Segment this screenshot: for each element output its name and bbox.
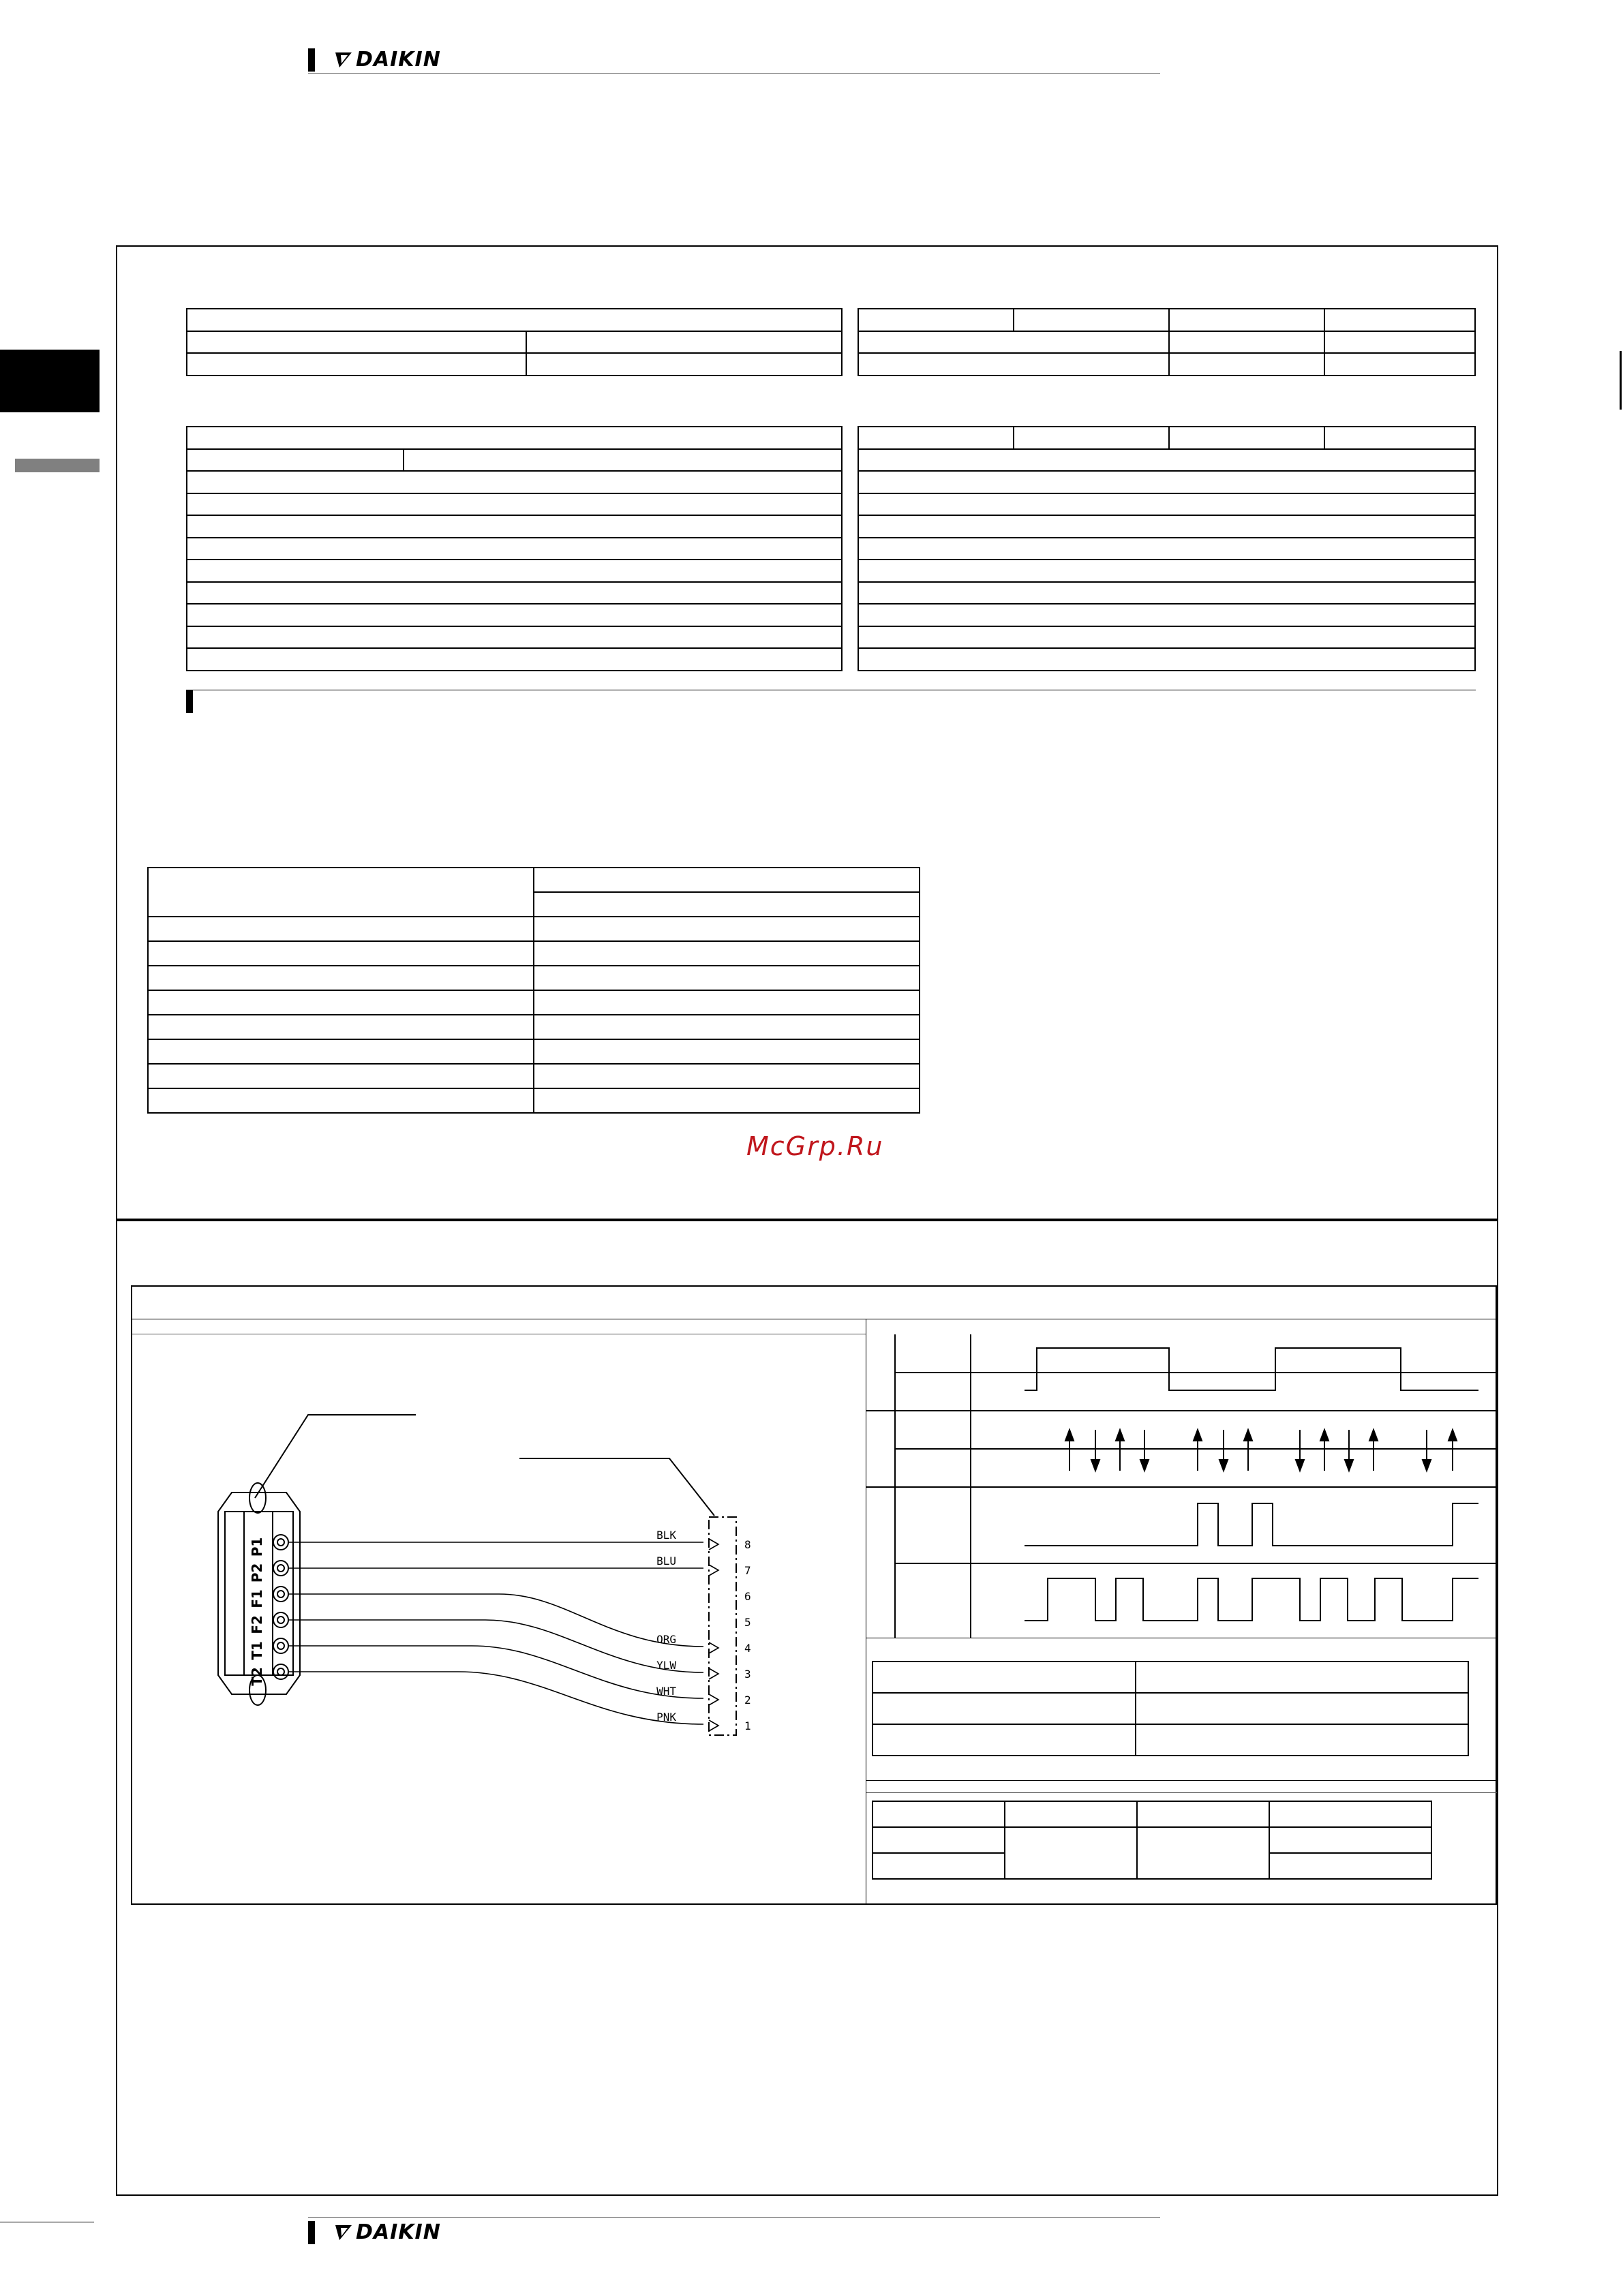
spec-table-3-cell — [187, 560, 842, 582]
spec-table-1 — [186, 308, 843, 376]
pin-number: 4 — [744, 1642, 751, 1655]
spec-table-3-cell — [187, 582, 842, 604]
spec-table-4-cell — [858, 582, 1475, 604]
spec-table-4-cell — [858, 471, 1475, 493]
spec-table-2-cell — [858, 309, 1014, 331]
spec-table-5-cell — [148, 868, 534, 917]
spec-table-1-cell — [526, 331, 842, 354]
pin-number: 7 — [744, 1564, 751, 1577]
spec-table-4-cell — [1324, 427, 1475, 449]
setting-table-cell — [1137, 1801, 1269, 1827]
spec-table-3 — [186, 426, 843, 671]
header-logo-bar — [308, 48, 315, 72]
terminal-label: T1 — [249, 1641, 265, 1660]
spec-table-4-cell — [858, 427, 1014, 449]
footer-brand-text: DAIKIN — [356, 2220, 441, 2244]
section-tab-gray — [15, 459, 100, 472]
spec-table-5-cell — [534, 990, 920, 1015]
daikin-triangle-icon — [333, 51, 353, 69]
spec-table-1-cell — [187, 331, 526, 354]
signal-table-cell — [873, 1662, 1136, 1693]
timing-arrows — [1065, 1430, 1457, 1471]
spec-table-4-cell — [858, 493, 1475, 516]
spec-table-5-cell — [148, 966, 534, 990]
spec-table-3-cell — [404, 449, 842, 472]
setting-table-cell — [1005, 1801, 1137, 1827]
spec-table-1-cell — [187, 353, 526, 376]
right-section-rule-2 — [866, 1792, 1497, 1793]
spec-table-5-cell — [148, 1064, 534, 1088]
footer-logo — [308, 2220, 441, 2244]
wire-color-label: WHT — [656, 1685, 676, 1698]
waveform-4 — [1025, 1578, 1478, 1621]
header-rule — [308, 73, 1160, 74]
wire-color-label: BLU — [656, 1555, 676, 1567]
spec-table-5-cell — [534, 1015, 920, 1039]
spec-table-5-cell — [534, 966, 920, 990]
footer-rule — [308, 2217, 1160, 2218]
pin-number: 5 — [744, 1616, 751, 1629]
spec-table-2-cell — [1324, 353, 1475, 376]
spec-table-4-cell — [858, 560, 1475, 582]
spec-table-2-cell — [1014, 309, 1169, 331]
spec-table-2-cell — [1169, 353, 1324, 376]
spec-table-2-cell — [1324, 331, 1475, 354]
timing-diagram — [866, 1334, 1497, 1638]
daikin-logo — [333, 48, 441, 72]
right-edge-mark — [1620, 351, 1622, 410]
setting-table-cell — [1005, 1827, 1137, 1879]
setting-table-cell — [1269, 1801, 1431, 1827]
spec-table-4-cell — [858, 604, 1475, 626]
spec-table-2-cell — [1169, 309, 1324, 331]
spec-table-5-cell — [148, 1088, 534, 1113]
terminal-screws — [273, 1535, 288, 1679]
pin-number: 3 — [744, 1668, 751, 1681]
spec-table-5-cell — [534, 1088, 920, 1113]
wires — [289, 1542, 703, 1724]
wire-color-label: PNK — [656, 1711, 676, 1724]
spec-table-5-cell — [148, 917, 534, 941]
spec-table-4-cell — [858, 626, 1475, 649]
spec-table-4-cell — [1014, 427, 1169, 449]
spec-table-5-cell — [534, 917, 920, 941]
spec-table-4-cell — [858, 538, 1475, 560]
signal-table — [872, 1661, 1469, 1756]
signal-table-cell — [1136, 1662, 1468, 1693]
setting-table-cell — [873, 1827, 1005, 1853]
spec-table-5-cell — [534, 1039, 920, 1064]
spec-table-1-cell — [187, 309, 842, 331]
daikin-logo — [333, 2220, 441, 2244]
spec-table-4-cell — [858, 648, 1475, 671]
spec-table-5-cell — [534, 868, 920, 892]
setting-table-cell — [873, 1801, 1005, 1827]
spec-table-4-cell — [858, 515, 1475, 538]
spec-table-3-cell — [187, 493, 842, 516]
spec-table-2-cell — [1324, 309, 1475, 331]
terminal-label: P1 — [249, 1537, 265, 1557]
spec-table-1-cell — [526, 353, 842, 376]
pin-number: 6 — [744, 1590, 751, 1603]
wire-color-label: ORG — [656, 1633, 676, 1646]
section-heading-marker — [186, 690, 193, 713]
spec-table-3-cell — [187, 648, 842, 671]
spec-table-3-cell — [187, 427, 842, 449]
right-section-rule — [866, 1780, 1497, 1781]
spec-table-2-cell — [1169, 331, 1324, 354]
spec-table-3-cell — [187, 515, 842, 538]
daikin-triangle-icon — [333, 2224, 353, 2241]
setting-table-cell — [1269, 1827, 1431, 1853]
header-brand-text: DAIKIN — [356, 48, 441, 72]
signal-table-cell — [1136, 1693, 1468, 1724]
spec-table-2-cell — [858, 353, 1169, 376]
spec-table-2-cell — [858, 331, 1169, 354]
watermark: McGrp.Ru — [746, 1131, 884, 1161]
spec-table-4-cell — [1169, 427, 1324, 449]
spec-table-4 — [858, 426, 1476, 671]
spec-table-5-cell — [534, 892, 920, 917]
wire-color-label: YLW — [656, 1659, 676, 1672]
spec-table-3-cell — [187, 449, 404, 472]
spec-table-5 — [147, 867, 920, 1114]
spec-table-5-cell — [534, 941, 920, 966]
spec-table-5-cell — [148, 941, 534, 966]
terminal-label: F1 — [249, 1589, 265, 1608]
wire-color-label: BLK — [656, 1529, 676, 1542]
footer-logo-bar — [308, 2221, 315, 2244]
spec-table-5-cell — [148, 1039, 534, 1064]
signal-table-cell — [1136, 1724, 1468, 1756]
spec-table-5-cell — [534, 1064, 920, 1088]
terminal-label: P2 — [249, 1563, 265, 1583]
spec-table-3-cell — [187, 604, 842, 626]
setting-table-cell — [1269, 1853, 1431, 1879]
pin-number: 8 — [744, 1538, 751, 1551]
setting-table-cell — [1137, 1827, 1269, 1879]
header-logo — [308, 48, 441, 72]
terminal-label: T2 — [249, 1667, 265, 1686]
section-tab-black — [0, 350, 100, 412]
setting-table — [872, 1801, 1432, 1880]
spec-table-4-cell — [858, 449, 1475, 472]
spec-table-5-cell — [148, 1015, 534, 1039]
spec-table-3-cell — [187, 538, 842, 560]
pin-number: 1 — [744, 1719, 751, 1732]
wiring-diagram — [131, 1334, 866, 1904]
spec-table-5-cell — [148, 990, 534, 1015]
signal-table-cell — [873, 1724, 1136, 1756]
waveform-3 — [1025, 1503, 1478, 1546]
setting-table-cell — [873, 1853, 1005, 1879]
spec-table-3-cell — [187, 471, 842, 493]
spec-table-2 — [858, 308, 1476, 376]
signal-table-cell — [873, 1693, 1136, 1724]
spec-table-3-cell — [187, 626, 842, 649]
terminal-label: F2 — [249, 1615, 265, 1634]
pin-number: 2 — [744, 1694, 751, 1706]
waveform-1 — [1025, 1348, 1478, 1390]
